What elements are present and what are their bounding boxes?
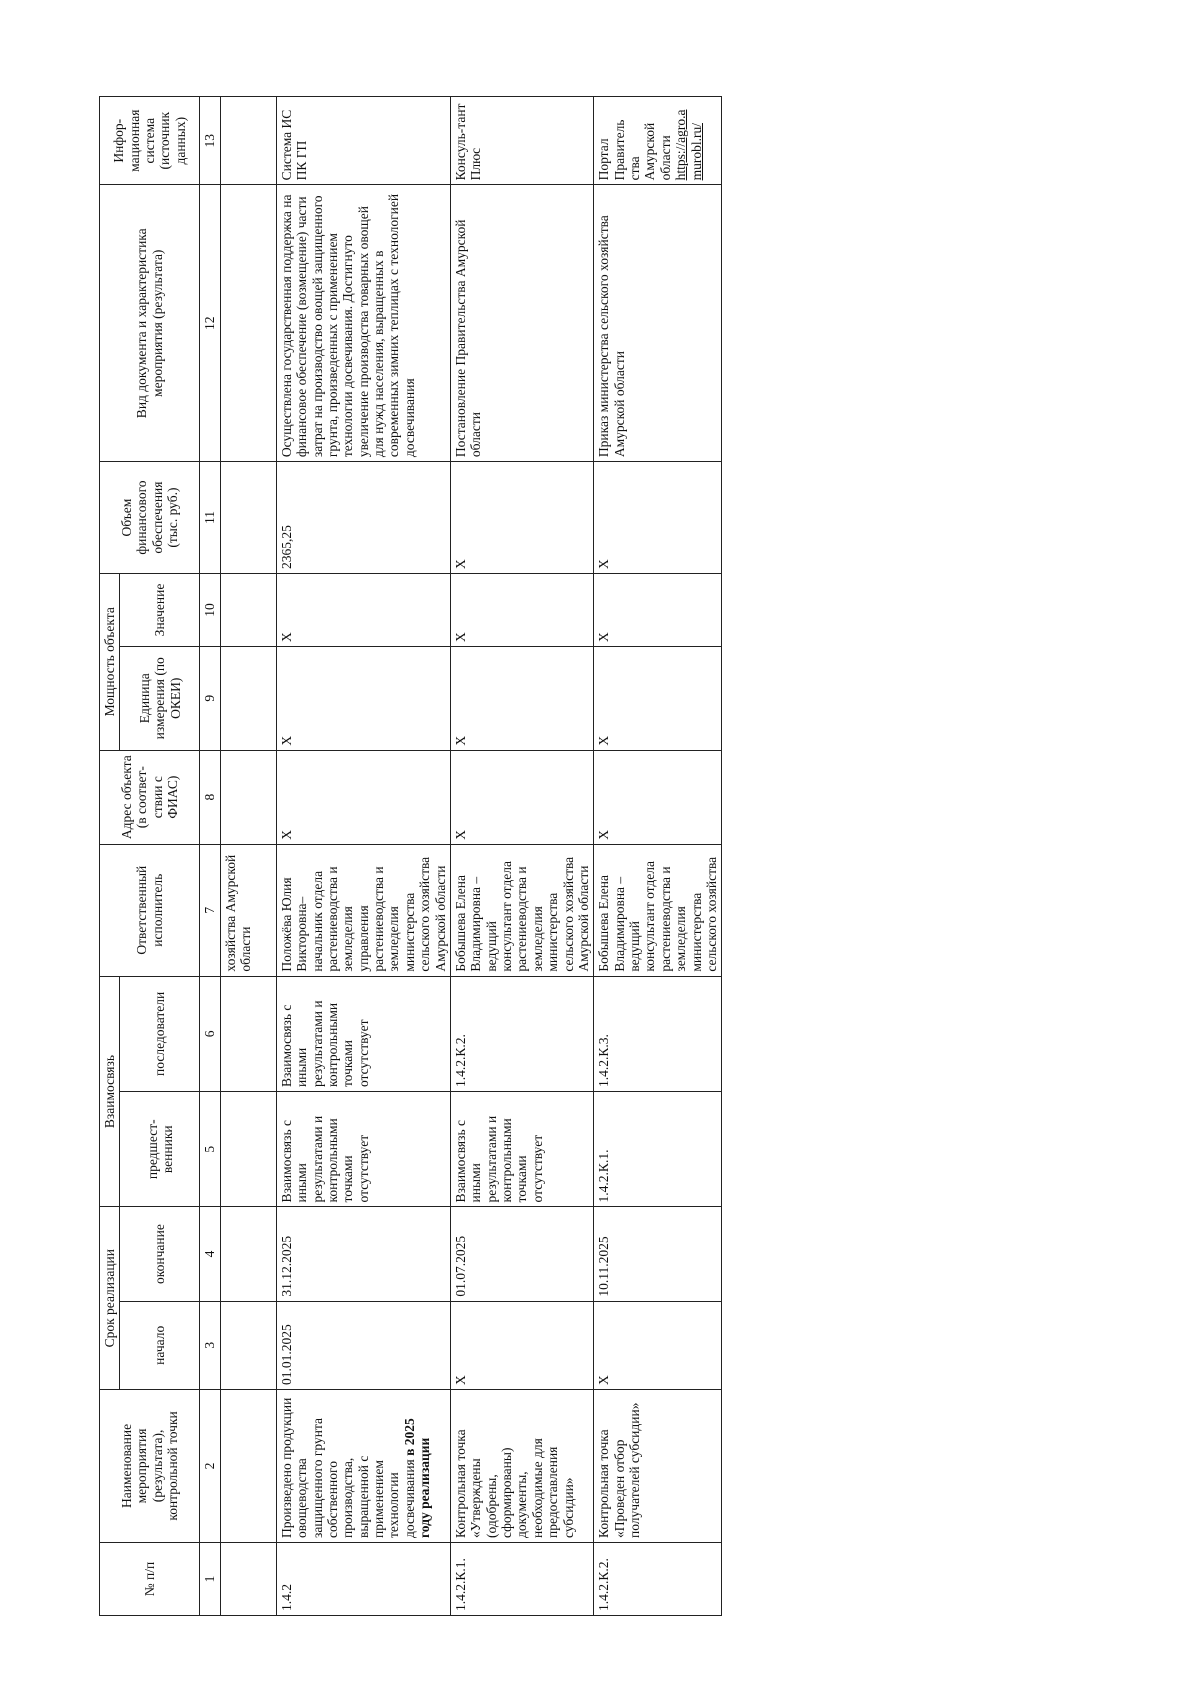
row-successors: Взаимосвязь с иными результатами и контрольными точками отсутствует bbox=[276, 976, 450, 1091]
header-document: Вид документа и характеристика мероприятия (результата) bbox=[100, 185, 200, 462]
row-num: 1.4.2.К.2. bbox=[594, 1543, 722, 1616]
row-start: X bbox=[594, 1301, 722, 1389]
header-row-1 bbox=[100, 97, 120, 1616]
row-info-text: Портал Правитель ства Амурской области bbox=[596, 119, 673, 181]
row-executor: Бобышева Елена Владимировна – ведущий консультант отдела растениеводства и земледелия министерства сельского хозяйства Амурской области bbox=[450, 844, 593, 976]
colnum: 6 bbox=[200, 976, 220, 1091]
rotated-page bbox=[99, 96, 1154, 1616]
row-name-text: Контрольная точка «Утверждены (одобрены, сформированы) документы, необходимые для предоставления субсидии» bbox=[452, 1429, 576, 1538]
row-info-system: Система ИС ПК ГП bbox=[276, 97, 450, 185]
row-end: 01.07.2025 bbox=[450, 1207, 593, 1301]
row-value: X bbox=[594, 573, 722, 646]
header-executor: Ответственный исполнитель bbox=[100, 844, 200, 976]
portal-link[interactable]: https://agro.amurobl.ru/ bbox=[673, 109, 704, 181]
header-value: Значение bbox=[120, 573, 200, 646]
header-predecessors: предшест-венники bbox=[120, 1092, 200, 1207]
row-num: 1.4.2.К.1. bbox=[450, 1543, 593, 1616]
row-finance: 2365,25 bbox=[276, 462, 450, 574]
header-info-system: Инфор-мационная система (источник данных) bbox=[100, 97, 200, 185]
row-address: X bbox=[594, 750, 722, 844]
header-address: Адрес объекта (в соответ-ствии с ФИАС) bbox=[100, 750, 200, 844]
row-name bbox=[450, 1389, 593, 1542]
row-start: X bbox=[450, 1301, 593, 1389]
header-successors: последователи bbox=[120, 976, 200, 1091]
row-num: 1.4.2 bbox=[276, 1543, 450, 1616]
row-unit: X bbox=[450, 646, 593, 750]
header-finance: Объем финансового обеспечения (тыс. руб.) bbox=[100, 462, 200, 574]
row-info-system: Консуль-тант Плюс bbox=[450, 97, 593, 185]
row-executor: Положёва Юлия Викторовна– начальник отдела растениеводства и земледелия управления растениеводства и земледелия министерства сельского хозяйства Амурской области bbox=[276, 844, 450, 976]
colnum: 10 bbox=[200, 573, 220, 646]
header-vzaim: Взаимосвязь bbox=[100, 976, 120, 1207]
row-name-bold: в 2025 году реализации bbox=[401, 1418, 433, 1538]
row-finance: X bbox=[594, 462, 722, 574]
row-document: Постановление Правительства Амурской области bbox=[450, 185, 593, 462]
header-capacity: Мощность объекта bbox=[100, 573, 120, 750]
header-name: Наименование мероприятия (результата), контрольной точки bbox=[100, 1389, 200, 1542]
colnum: 2 bbox=[200, 1389, 220, 1542]
row-successors: 1.4.2.К.2. bbox=[450, 976, 593, 1091]
colnum: 7 bbox=[200, 844, 220, 976]
row-name-text: Произведено продукции овощеводства защищенного грунта собственного производства, выращенной с применением технологии досвечивания bbox=[278, 1397, 417, 1538]
row-start: 01.01.2025 bbox=[276, 1301, 450, 1389]
row-info-system bbox=[594, 97, 722, 185]
row-name-text: Контрольная точка «Проведен отбор получателей субсидии» bbox=[596, 1402, 642, 1538]
header-unit: Единица измерения (по ОКЕИ) bbox=[120, 646, 200, 750]
row-end: 31.12.2025 bbox=[276, 1207, 450, 1301]
table-row bbox=[594, 97, 722, 1616]
row-address: X bbox=[276, 750, 450, 844]
row-successors: 1.4.2.К.3. bbox=[594, 976, 722, 1091]
plan-table bbox=[99, 96, 722, 1616]
header-srok: Срок реализации bbox=[100, 1207, 120, 1390]
row-predecessors: 1.4.2.К.1. bbox=[594, 1092, 722, 1207]
row-document: Осуществлена государственная поддержка на финансовое обеспечение (возмещение) части затрат на производство овощей защищенного грунта, произведенных с применением технологии досвечивания. Достигнуто увеличение производства товарных овощей для нужд населения, выращенных в современных зимних теплицах с технологией досвечивания bbox=[276, 185, 450, 462]
header-num: № п/п bbox=[100, 1543, 200, 1616]
row-name bbox=[276, 1389, 450, 1542]
colnum: 8 bbox=[200, 750, 220, 844]
colnum: 12 bbox=[200, 185, 220, 462]
colnum: 1 bbox=[200, 1543, 220, 1616]
table-row bbox=[450, 97, 593, 1616]
colnum: 4 bbox=[200, 1207, 220, 1301]
row-unit: X bbox=[594, 646, 722, 750]
row-end: 10.11.2025 bbox=[594, 1207, 722, 1301]
row-finance: X bbox=[450, 462, 593, 574]
row-name bbox=[594, 1389, 722, 1542]
row-predecessors: Взаимосвязь с иными результатами и контрольными точками отсутствует bbox=[276, 1092, 450, 1207]
row-unit: X bbox=[276, 646, 450, 750]
row-value: X bbox=[450, 573, 593, 646]
row-executor: Бобышева Елена Владимировна – ведущий консультант отдела растениеводства и земледелия министерства сельского хозяйства bbox=[594, 844, 722, 976]
column-numbers-row bbox=[200, 97, 220, 1616]
colnum: 13 bbox=[200, 97, 220, 185]
continuation-executor: хозяйства Амурской области bbox=[220, 844, 276, 976]
row-predecessors: Взаимосвязь с иными результатами и контрольными точками отсутствует bbox=[450, 1092, 593, 1207]
colnum: 11 bbox=[200, 462, 220, 574]
colnum: 9 bbox=[200, 646, 220, 750]
row-address: X bbox=[450, 750, 593, 844]
continuation-row bbox=[220, 97, 276, 1616]
header-start: начало bbox=[120, 1301, 200, 1389]
colnum: 3 bbox=[200, 1301, 220, 1389]
row-value: X bbox=[276, 573, 450, 646]
header-end: окончание bbox=[120, 1207, 200, 1301]
row-document: Приказ министерства сельского хозяйства Амурской области bbox=[594, 185, 722, 462]
colnum: 5 bbox=[200, 1092, 220, 1207]
table-row bbox=[276, 97, 450, 1616]
